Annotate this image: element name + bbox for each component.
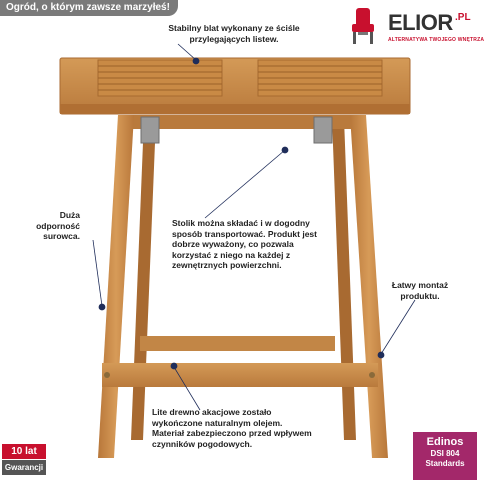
hinge-bracket-icon (141, 117, 159, 143)
warranty-badge (2, 444, 46, 476)
leader-line (381, 300, 415, 354)
certification-label: Standards (425, 459, 465, 468)
certification-code: DSI 804 (430, 449, 460, 458)
logo-tagline: ALTERNATYWA TWOJEGO WNĘTRZA (388, 37, 485, 43)
leader-line (205, 150, 285, 218)
note-folding: Stolik można składać i w dogodny sposób transportować. Produkt jest dobrze wyważony, co pozwala korzystać z niego na każdej z zewnętrznych powierzchni. (172, 218, 317, 270)
note-tabletop: Stabilny blat wykonany ze ściśle przylegających listew. (168, 23, 300, 44)
note-wood: Lite drewno akacjowe zostało wykończone naturalnym olejem. Materiał zabezpieczono przed wpływem czynników pogodowych. (152, 407, 312, 449)
slogan-bar: Ogród, o którym zawsze marzyłeś! (0, 0, 178, 16)
leader-line (93, 240, 102, 306)
warranty-label: Gwarancji (2, 460, 46, 475)
certification-badge (413, 432, 477, 480)
note-assembly: Łatwy montaż produktu. (391, 280, 449, 301)
certification-name: Edinos (426, 436, 464, 448)
logo-brand: ELIOR (388, 10, 453, 35)
hinge-bracket-icon (314, 117, 332, 143)
logo-suffix: .PL (455, 12, 471, 23)
note-durability: Duża odporność surowca. (36, 210, 80, 241)
warranty-years: 10 lat (2, 444, 46, 459)
